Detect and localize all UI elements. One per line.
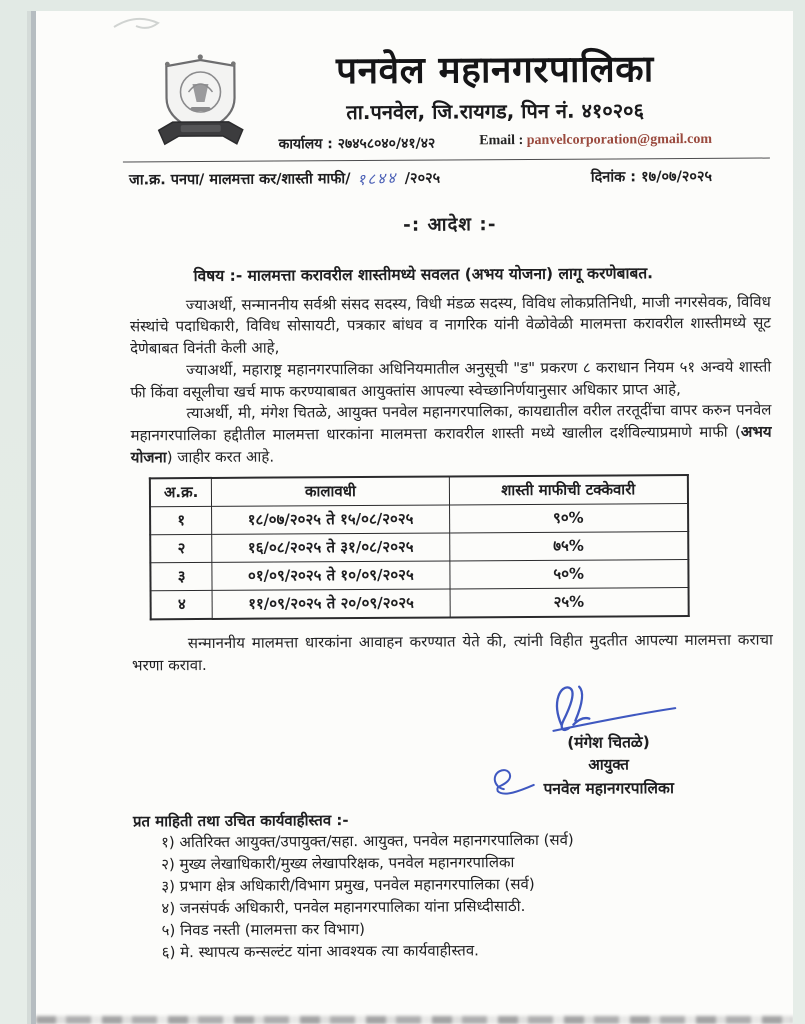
cell-period: ११/०९/२०२५ ते २०/०९/२०२५ <box>212 589 449 619</box>
header-divider <box>123 157 770 162</box>
paragraph-order-post: ) जाहीर करत आहे. <box>166 447 275 466</box>
letterhead <box>128 49 770 155</box>
paragraph-whereas-1: ज्याअर्थी, सन्माननीय सर्वश्री संसद सदस्य, विधी मंडळ सदस्य, विविध लोकप्रतिनिधी, माजी नगरसेवक, विविध संस्थांचे पदाधिकारी, विविध सोसायटी, पत्रकार बांधव व नागरिक यांनी वेळोवेळी मालमत्ता करावरील शास्तीमध्ये सूट देणेबाबत विनंती केली आहे, <box>129 292 771 358</box>
col-header-period: कालावधी <box>212 477 449 507</box>
email-label: Email : <box>479 132 524 148</box>
col-header-percent: शास्ती माफीची टक्केवारी <box>449 475 688 505</box>
cc-section <box>133 807 775 963</box>
table-row <box>150 504 688 535</box>
org-address: ता.पनवेल, जि.रायगड, पिन नं. ४१०२०६ <box>346 97 645 124</box>
cell-percent: ९०% <box>449 504 688 533</box>
cc-item: ३) प्रभाग क्षेत्र अधिकारी/विभाग प्रमुख, पनवेल महानगरपालिका (सर्व) <box>161 874 535 895</box>
cell-percent: ५०% <box>449 560 688 589</box>
cc-item: ५) निवड नस्ती (मालमत्ता कर विभाग) <box>161 919 366 939</box>
cell-serial: २ <box>150 535 212 563</box>
cell-serial: ३ <box>150 563 212 591</box>
cell-period: १६/०८/२०२५ ते ३१/०८/२०२५ <box>212 533 449 562</box>
outward-number <box>129 165 440 189</box>
handwritten-ref-number: १८४४ <box>357 168 399 189</box>
photo-bottom-edge <box>36 1016 793 1024</box>
email-address: panvelcorporation@gmail.com <box>526 131 713 148</box>
cell-percent: २५% <box>450 588 689 618</box>
table-row <box>150 532 688 563</box>
municipal-crest-logo <box>150 52 251 149</box>
penalty-waiver-table <box>149 474 690 620</box>
paragraph-order-pre: त्याअर्थी, मी, मंगेश चितळे, आयुक्त पनवेल महानगरपालिका, कायद्यातील वरील तरतूदींचा वापर करुन पनवेल महानगरपालिका हद्दीतील मालमत्ता धारकांना मालमत्ता करावरील शास्ती मध्ये खालील दर्शविल्याप्रमाणे माफी ( <box>130 400 772 445</box>
cell-period: ०१/०९/२०२५ ते १०/०९/२०२५ <box>212 561 449 590</box>
org-name: पनवेल महानगरपालिका <box>335 47 654 93</box>
cell-serial: ४ <box>151 591 213 620</box>
document-content <box>36 11 793 964</box>
abhay-yojana-bold: अभय योजना <box>130 422 772 467</box>
subject-line: विषय :- मालमत्ता करावरील शास्तीमध्ये सवलत (अभय योजना) लागू करणेबाबत. <box>193 263 654 285</box>
signature-block <box>483 679 734 799</box>
paragraph-order <box>130 400 771 469</box>
ref-suffix: /२०२५ <box>404 170 441 187</box>
reference-row <box>129 163 770 189</box>
signatory-designation: आयुक्त <box>588 755 629 774</box>
ref-prefix: जा.क्र. पनपा/ मालमत्ता कर/शास्ती माफी/ <box>128 170 351 189</box>
table-header-row <box>150 475 688 507</box>
letterhead-text <box>250 49 740 154</box>
paragraph-appeal: सन्माननीय मालमत्ता धारकांना आवाहन करण्यात येते की, त्यांनी विहीत मुदतीत आपल्या मालमत्ता कराचा भरणा करावा. <box>131 630 773 675</box>
cell-period: १८/०७/२०२५ ते १५/०८/२०२५ <box>212 505 449 534</box>
table-row <box>150 560 688 591</box>
cc-item: २) मुख्य लेखाधिकारी/मुख्य लेखापरिक्षक, पनवेल महानगरपालिका <box>161 852 515 873</box>
signatory-organization <box>484 775 734 799</box>
email-line <box>479 132 712 152</box>
contact-row <box>251 131 740 153</box>
cell-percent: ७५% <box>449 532 688 561</box>
cc-item: ४) जनसंपर्क अधिकारी, पनवेल महानगरपालिका यांना प्रसिध्दीसाठी. <box>161 896 526 917</box>
signatory-organization-label: पनवेल महानगरपालिका <box>543 778 674 798</box>
pen-flourish-icon <box>490 763 536 797</box>
signature-scribble-icon <box>523 680 693 737</box>
paragraph-whereas-2: ज्याअर्थी, महाराष्ट्र महानगरपालिका अधिनियमातील अनुसूची "ड" प्रकरण ८ कराधान नियम ५१ अन्वये शास्ती फी किंवा वसूलीचा खर्च माफ करण्याबाबत आयुक्तांस आपल्या स्वेच्छानिर्णयानुसार अधिकार प्राप्त आहे, <box>130 357 772 401</box>
office-phone: कार्यालय : २७४५८०४०/४१/४२ <box>278 135 436 153</box>
order-date: दिनांक : १७/०७/२०२५ <box>590 168 713 186</box>
cc-item: १) अतिरिक्त आयुक्त/उपायुक्त/सहा. आयुक्त, पनवेल महानगरपालिका (सर्व) <box>161 830 574 851</box>
cc-item: ६) मे. स्थापत्य कन्सल्टंट यांना आवश्यक त्या कार्यवाहीस्तव. <box>161 941 479 961</box>
order-heading: -: आदेश :- <box>403 213 497 236</box>
signatory-name: (मंगेश चितळे) <box>567 732 650 752</box>
cc-heading: प्रत माहिती तथा उचित कार्यवाहीस्तव :- <box>132 810 349 831</box>
document-page <box>36 11 793 1024</box>
table-row <box>151 588 689 620</box>
cell-serial: १ <box>150 507 212 535</box>
col-header-serial: अ.क्र. <box>150 478 212 507</box>
